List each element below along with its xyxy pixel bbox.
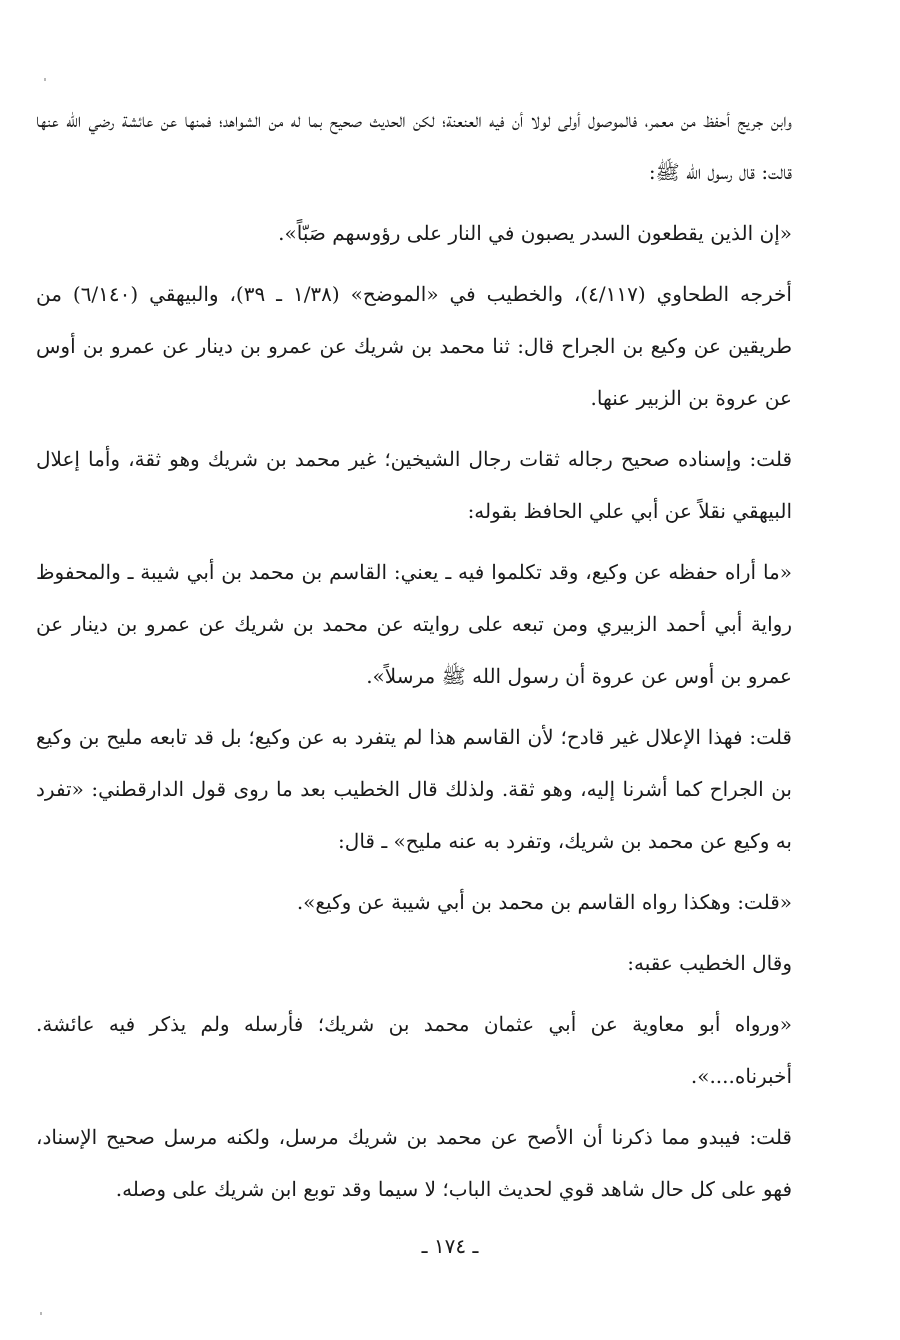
paragraph-takhrij: أخرجه الطحاوي (٤/١١٧)، والخطيب في «الموضح» (١/٣٨ ـ ٣٩)، والبيهقي (٦/١٤٠) من طريقين عن وكيع بن الجراح قال: ثنا محمد بن شريك عن عمرو بن دينار عن عمرو بن أوس عن عروة بن الزبير عنها. [36, 282, 792, 410]
paragraph-rebuttal: قلت: فهذا الإعلال غير قادح؛ لأن القاسم هذا لم يتفرد به عن وكيع؛ بل قد تابعه مليح بن وكيع بن الجراح كما أشرنا إليه، وهو ثقة. ولذلك قال الخطيب بعد ما روى قول الدارقطني: «تفرد به وكيع عن محمد بن شريك، وتفرد به عنه مليح» ـ قال: [36, 725, 793, 853]
hadith-quote: «إن الذين يقطعون السدر يصبون في النار على رؤوسهم صَبّاً». [278, 221, 792, 245]
paragraph-khatib-intro: وقال الخطيب عقبه: [627, 951, 792, 975]
page-number: ـ ١٧٤ ـ [421, 1234, 479, 1258]
quote-abu-ali: «ما أراه حفظه عن وكيع، وقد تكلموا فيه ـ يعني: القاسم بن محمد بن أبي شيبة ـ والمحفوظ رواية أبي أحمد الزبيري ومن تبعه على روايته عن محمد بن شريك عن عمرو بن دينار عن عمرو بن أوس عن عروة أن رسول الله ﷺ مرسلاً». [36, 560, 793, 688]
paragraph-isnad: قلت: وإسناده صحيح رجاله ثقات رجال الشيخين؛ غير محمد بن شريك وهو ثقة، وأما إعلال البيهقي نقلاً عن أبي علي الحافظ بقوله: [36, 447, 792, 523]
quote-khatib: «ورواه أبو معاوية عن أبي عثمان محمد بن شريك؛ فأرسله ولم يذكر فيه عائشة. أخبرناه....». [36, 1012, 792, 1088]
scan-mark-bottom [40, 1312, 42, 1315]
main-text [36, 94, 792, 1215]
quote-daraqutni: «قلت: وهكذا رواه القاسم بن محمد بن أبي شيبة عن وكيع». [296, 890, 792, 914]
paragraph-conclusion: قلت: فيبدو مما ذكرنا أن الأصح عن محمد بن شريك مرسل، ولكنه مرسل صحيح الإسناد، فهو على كل حال شاهد قوي لحديث الباب؛ لا سيما وقد توبع ابن شريك على وصله. [36, 1125, 792, 1201]
paragraph-1: وابن جريج أحفظ من معمر، فالموصول أولى لولا أن فيه العنعنة؛ لكن الحديث صحيح بما له من الشواهد؛ فمنها عن عائشة رضي الله عنها قالت: قال رسول الله ﷺ: [36, 108, 792, 184]
scan-mark-top [44, 78, 46, 81]
